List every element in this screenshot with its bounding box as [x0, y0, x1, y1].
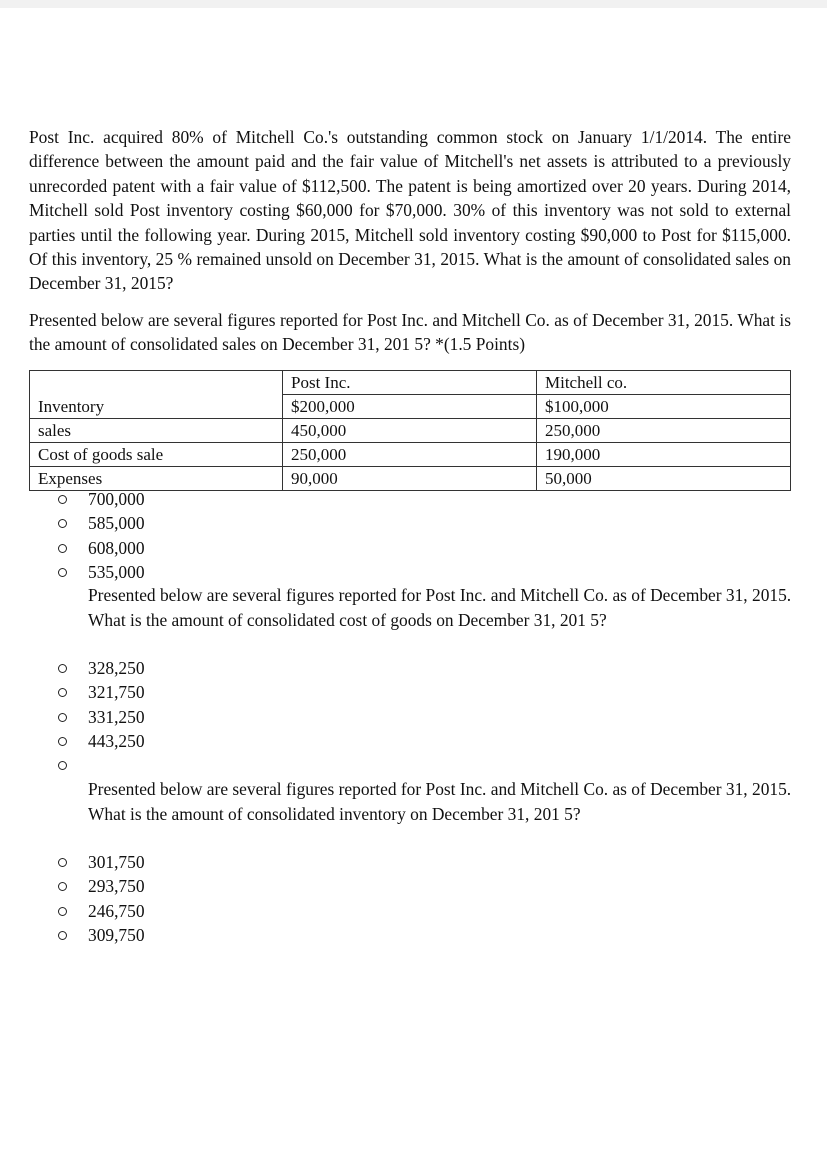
answer-option[interactable] [58, 899, 798, 923]
answer-option[interactable] [58, 560, 798, 584]
table-row-label: Expenses [30, 467, 283, 491]
table-row-label: Inventory [30, 395, 283, 419]
table-cell: 250,000 [283, 443, 537, 467]
top-bar [0, 0, 827, 8]
radio-bullet-icon[interactable] [58, 688, 67, 697]
radio-bullet-icon[interactable] [58, 713, 67, 722]
table-header-post: Post Inc. [283, 371, 537, 395]
radio-bullet-icon[interactable] [58, 907, 67, 916]
table-row-label: sales [30, 419, 283, 443]
option-label: 700,000 [88, 489, 145, 509]
table-row [30, 443, 791, 467]
radio-bullet-icon[interactable] [58, 737, 67, 746]
option-label: 321,750 [88, 682, 145, 703]
option-label: 246,750 [88, 900, 145, 921]
radio-bullet-icon[interactable] [58, 882, 67, 891]
table-row-label: Cost of goods sale [30, 443, 283, 467]
answer-option[interactable] [58, 680, 798, 704]
option-label: 309,750 [88, 924, 145, 945]
intro-paragraph: Post Inc. acquired 80% of Mitchell Co.'s outstanding common stock on January 1/1/2014. The entire difference between the amount paid and the fair value of Mitchell's net assets is attributed to a previously unrecorded patent with a fair value of $112,500. The patent is being amortized over 20 years. During 2014, Mitchell sold Post inventory costing $60,000 for $70,000. 30% of this inventory was not sold to external parties until the following year. During 2015, Mitchell sold inventory costing $90,000 to Post for $115,000. Of this inventory, 25 % remained unsold on December 31, 2015. What is the amount of consolidated sales on December 31, 2015? [29, 127, 791, 294]
option-label: 293,750 [88, 876, 145, 897]
table-cell: 90,000 [283, 467, 537, 491]
answer-option[interactable] [58, 536, 798, 560]
radio-bullet-icon[interactable] [58, 544, 67, 553]
answer-option[interactable] [58, 923, 798, 947]
answer-option[interactable] [58, 729, 798, 753]
question3-options [58, 850, 798, 947]
question3-text: Presented below are several figures reported for Post Inc. and Mitchell Co. as of December 31, 2015. What is the amount of consolidated inventory on December 31, 201 5? [88, 779, 792, 824]
answer-option[interactable] [58, 753, 798, 777]
answer-option[interactable] [58, 656, 798, 680]
table-cell [30, 371, 283, 395]
answer-option[interactable] [58, 511, 798, 535]
radio-bullet-icon[interactable] [58, 664, 67, 673]
option-label: 608,000 [88, 537, 145, 558]
table-cell: $200,000 [283, 395, 537, 419]
table-row [30, 419, 791, 443]
document-body [29, 125, 791, 357]
question2-text: Presented below are several figures reported for Post Inc. and Mitchell Co. as of December 31, 2015. What is the amount of consolidated cost of goods on December 31, 201 5? [88, 585, 792, 630]
option-label: 585,000 [88, 513, 145, 534]
radio-bullet-icon[interactable] [58, 931, 67, 940]
option-label: 328,250 [88, 658, 145, 678]
table-cell: 190,000 [537, 443, 791, 467]
answer-option[interactable] [58, 705, 798, 729]
table-cell: $100,000 [537, 395, 791, 419]
radio-bullet-icon[interactable] [58, 761, 67, 770]
radio-bullet-icon[interactable] [58, 495, 67, 504]
table-cell: 450,000 [283, 419, 537, 443]
option-label: 535,000 [88, 561, 145, 582]
radio-bullet-icon[interactable] [58, 858, 67, 867]
figures-table [29, 370, 791, 491]
option-label: 331,250 [88, 706, 145, 727]
table-header-mitchell: Mitchell co. [537, 371, 791, 395]
table-cell: 50,000 [537, 467, 791, 491]
question2-options [58, 656, 798, 777]
option-label: 443,250 [88, 730, 145, 751]
table-row [30, 395, 791, 419]
question1-text: Presented below are several figures reported for Post Inc. and Mitchell Co. as of December 31, 2015. What is the amount of consolidated sales on December 31, 201 5? *(1.5 Points) [29, 309, 791, 355]
answer-option[interactable] [58, 850, 798, 874]
radio-bullet-icon[interactable] [58, 519, 67, 528]
option-label: 301,750 [88, 852, 145, 872]
answer-option[interactable] [58, 487, 798, 511]
radio-bullet-icon[interactable] [58, 568, 67, 577]
table-header-row [30, 371, 791, 395]
question1-options [58, 487, 798, 584]
answer-option[interactable] [58, 874, 798, 898]
table-cell: 250,000 [537, 419, 791, 443]
